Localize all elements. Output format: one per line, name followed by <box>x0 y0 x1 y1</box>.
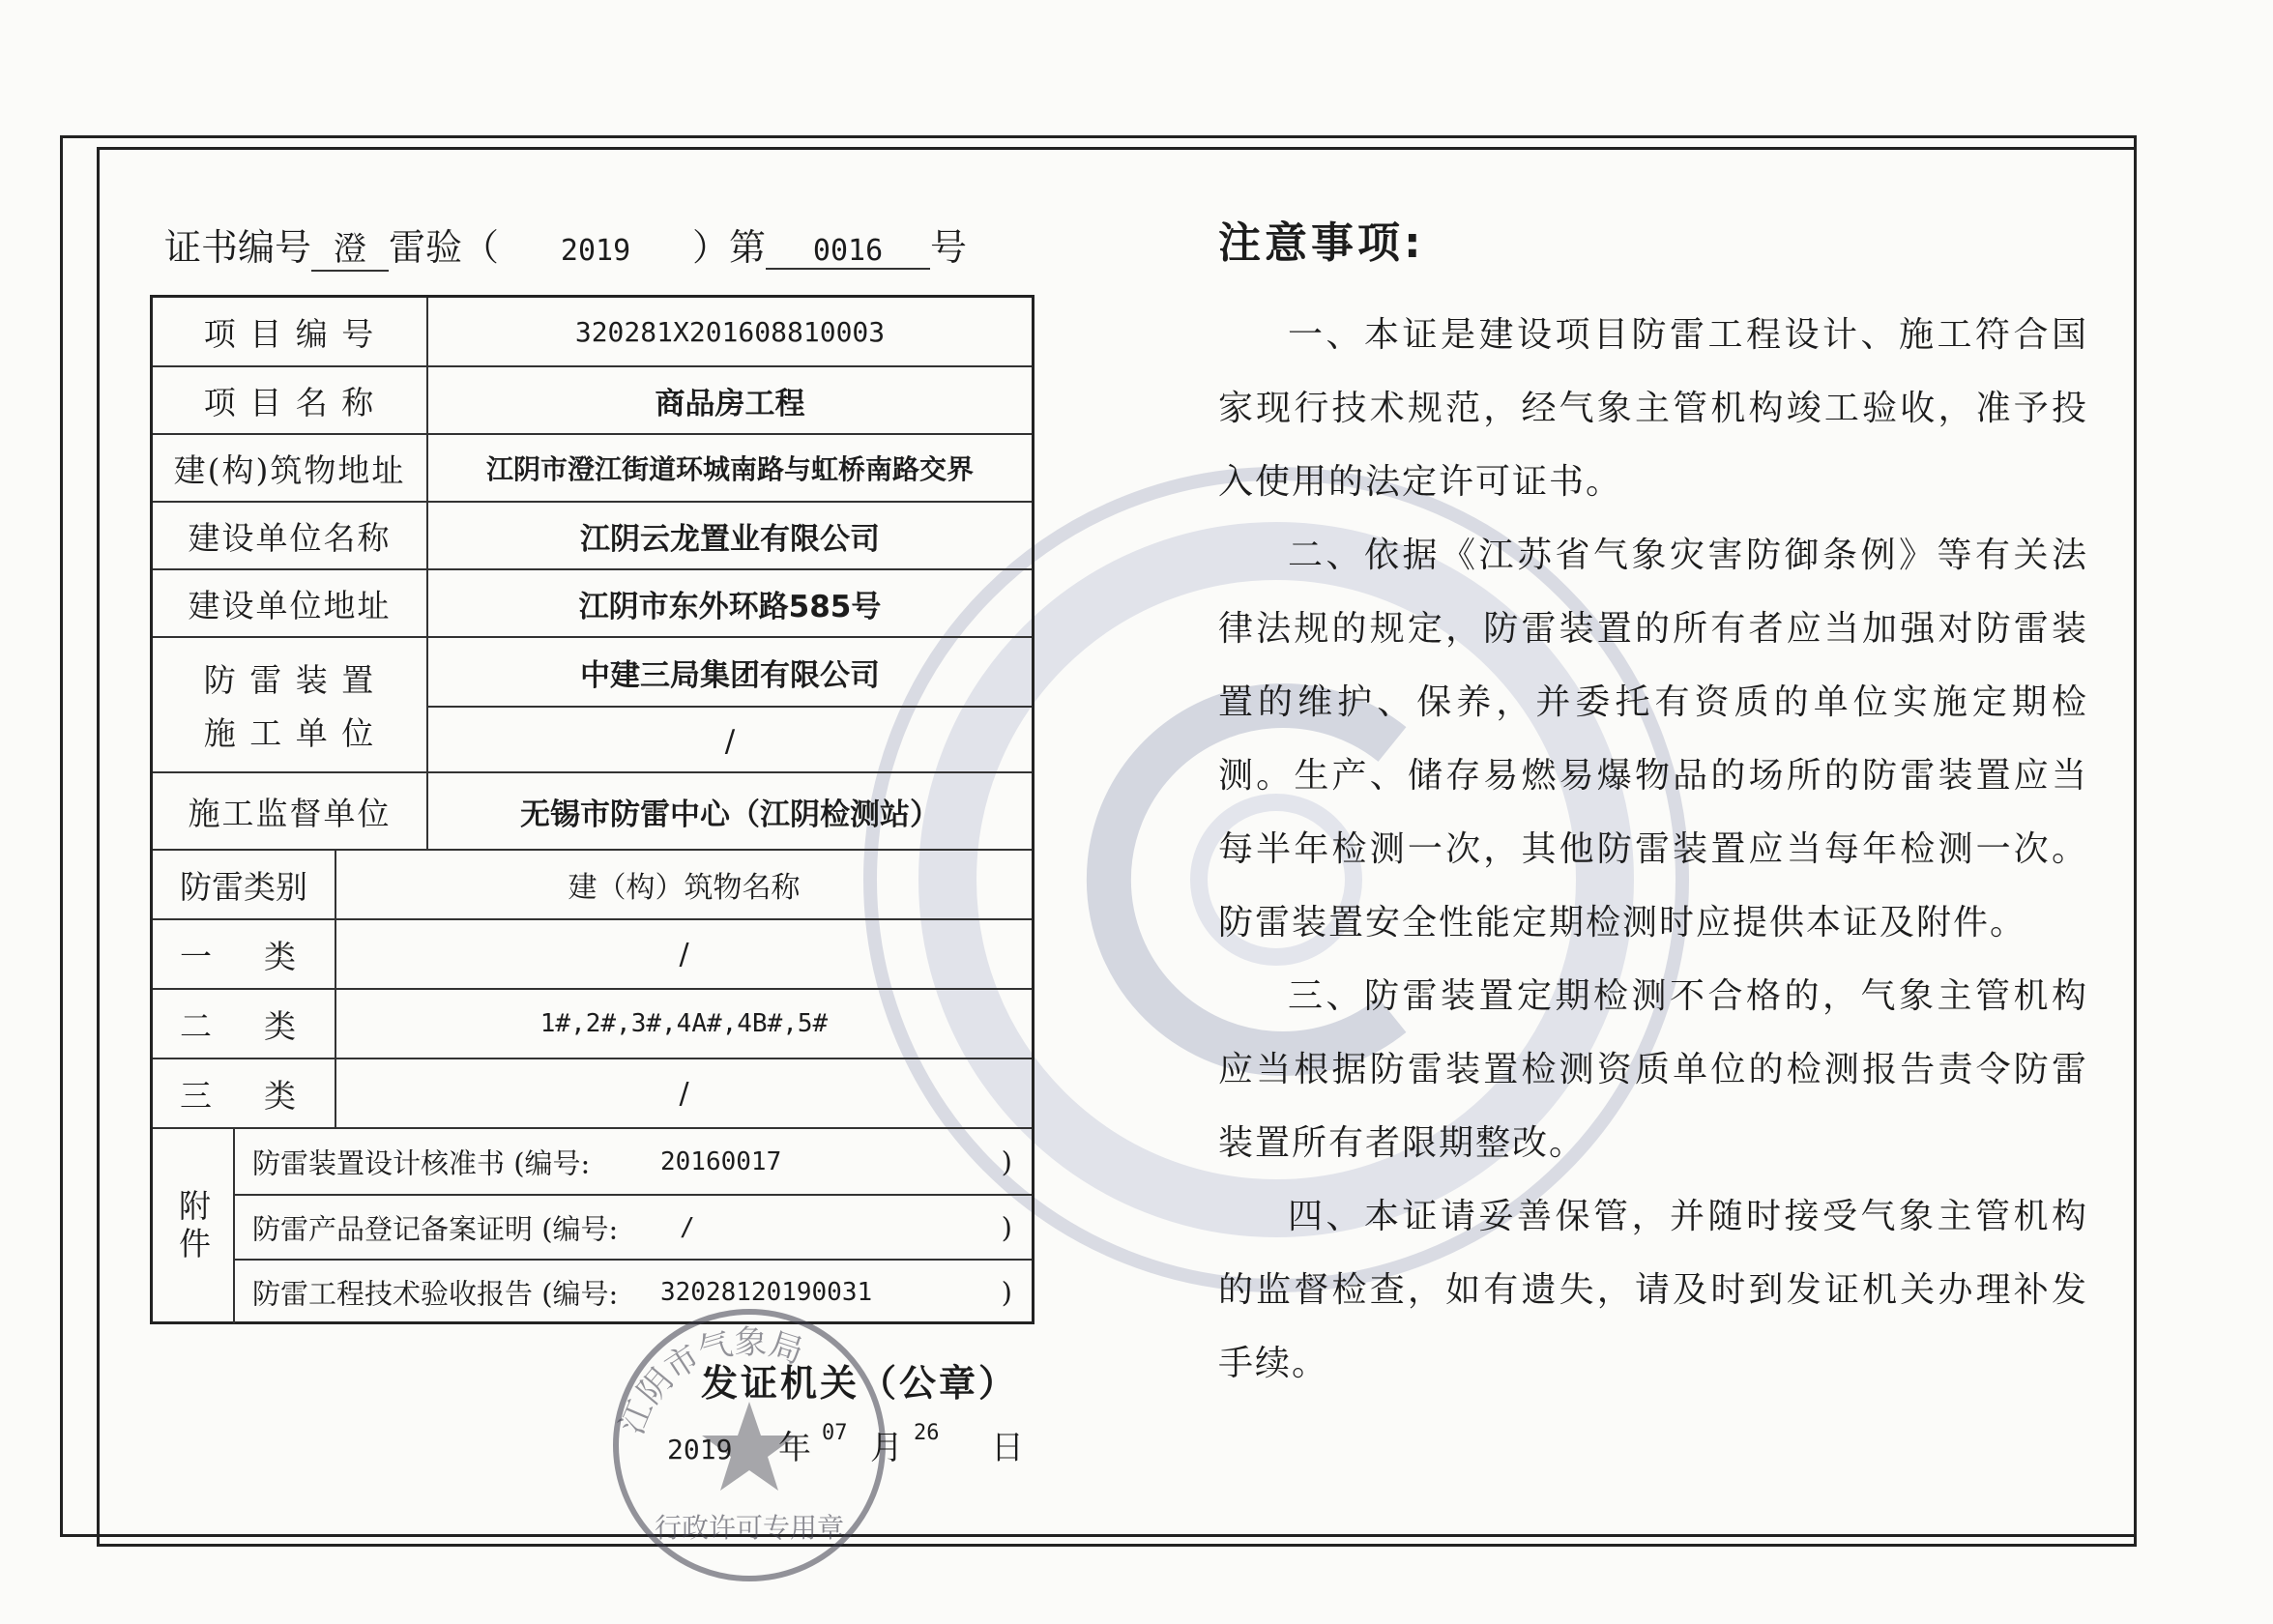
attachment-number: / <box>680 1212 695 1242</box>
row-label: 建设单位地址 <box>153 570 428 636</box>
table-row-supervisor <box>153 771 1032 849</box>
seal-text: 江阴市气象局 <box>612 1322 808 1440</box>
attachments-section <box>153 1127 1032 1321</box>
class-header-value: 建（构）筑物名称 <box>568 871 801 905</box>
attachment-number: 20160017 <box>660 1146 782 1176</box>
cert-number: 0016 <box>766 234 930 270</box>
attachment-text: 防雷装置设计核准书 (编号: <box>252 1146 591 1179</box>
row-value: 江阴市澄江街道环城南路与虹桥南路交界 <box>485 453 974 485</box>
notes-section <box>1218 208 2088 1401</box>
class-label <box>153 1059 336 1127</box>
class-label-b: 类 <box>264 1006 296 1045</box>
seal-subtext: 行政许可专用章 <box>654 1512 845 1544</box>
row-label: 项 目 名 称 <box>153 367 428 433</box>
attachment-text: 防雷产品登记备案证明 (编号: <box>252 1212 619 1245</box>
class-value: / <box>679 1076 689 1111</box>
class-row <box>153 918 1032 988</box>
attachment-text: 防雷工程技术验收报告 (编号: <box>252 1277 619 1310</box>
row-value: 江阴市东外环路585号 <box>578 589 882 624</box>
class-label-a: 一 <box>180 937 212 975</box>
issuer-label: 发证机关（公章） <box>701 1362 1019 1405</box>
issue-date <box>667 1421 1024 1468</box>
issue-month-unit: 月 <box>870 1429 903 1467</box>
supervisor-label: 施工监督单位 <box>153 773 428 849</box>
row-label: 项 目 编 号 <box>153 298 428 365</box>
cert-suffix: 号 <box>930 226 968 269</box>
row-label: 建(构)筑物地址 <box>153 435 428 501</box>
table-row <box>153 298 1032 365</box>
attachment-close: ) <box>1001 1210 1012 1244</box>
cert-mid: ）第 <box>692 226 767 269</box>
row-label: 建设单位名称 <box>153 503 428 568</box>
issue-day-unit: 日 <box>991 1429 1024 1467</box>
table-row <box>153 568 1032 636</box>
attachment-item <box>235 1194 1032 1259</box>
row-value: 320281X201608810003 <box>574 315 886 348</box>
cert-year: 2019 <box>560 234 631 268</box>
attachment-close: ) <box>1001 1275 1012 1309</box>
class-value: 1#,2#,3#,4A#,4B#,5# <box>539 1009 829 1038</box>
notes-paragraph: 二、依据《江苏省气象灾害防御条例》等有关法律法规的规定，防雷装置的所有者应当加强对防雷装置的维护、保养，并委托有资质的单位实施定期检测。生产、储存易燃易爆物品的场所的防雷装置应当每半年检测一次，其他防雷装置应当每年检测一次。防雷装置安全性能定期检测时应提供本证及附件。 <box>1218 536 2088 942</box>
installer-value-1: 中建三局集团有限公司 <box>580 657 880 693</box>
cert-city-code: 澄 <box>311 222 389 272</box>
table-row <box>153 433 1032 501</box>
cert-prefix: 证书编号 <box>164 226 312 269</box>
row-value: 商品房工程 <box>655 386 805 421</box>
certificate-number-line <box>164 218 967 272</box>
issue-day: 26 <box>914 1421 940 1445</box>
installer-label-line2: 施 工 单 位 <box>203 714 376 752</box>
class-label-b: 类 <box>264 1076 296 1115</box>
attachment-number: 32028120190031 <box>660 1277 873 1307</box>
class-label-a: 三 <box>180 1076 212 1115</box>
installer-label-line1: 防 雷 装 置 <box>203 661 376 699</box>
table-row <box>153 365 1032 433</box>
class-label <box>153 990 336 1058</box>
class-label-b: 类 <box>264 937 296 975</box>
attachment-close: ) <box>1001 1145 1012 1178</box>
issue-month: 07 <box>822 1421 848 1445</box>
notes-paragraph: 三、防雷装置定期检测不合格的，气象主管机构应当根据防雷装置检测资质单位的检测报告责令防雷装置所有者限期整改。 <box>1218 976 2088 1163</box>
class-row <box>153 1058 1032 1127</box>
class-header-label: 防雷类别 <box>153 851 336 918</box>
table-row <box>153 501 1032 568</box>
class-row <box>153 988 1032 1058</box>
attachments-label: 附件 <box>153 1129 235 1323</box>
installer-value-2: / <box>428 706 1032 775</box>
table-row-installer <box>153 636 1032 771</box>
class-header-row <box>153 849 1032 918</box>
supervisor-value: 无锡市防雷中心（江阴检测站） <box>520 797 940 832</box>
class-label-a: 二 <box>180 1006 212 1045</box>
installer-label <box>153 638 428 771</box>
notes-paragraph: 一、本证是建设项目防雷工程设计、施工符合国家现行技术规范，经气象主管机构竣工验收，准予投入使用的法定许可证书。 <box>1218 315 2088 502</box>
cert-category: 雷验（ <box>389 226 500 269</box>
issue-year: 2019 <box>667 1434 733 1465</box>
issue-year-unit: 年 <box>778 1429 811 1467</box>
notes-title: 注意事项: <box>1218 218 1425 268</box>
class-value: / <box>679 937 689 972</box>
project-info-table <box>150 295 1035 1324</box>
notes-paragraph: 四、本证请妥善保管，并随时接受气象主管机构的监督检查，如有遗失，请及时到发证机关办理补发手续。 <box>1218 1197 2088 1383</box>
class-label <box>153 920 336 988</box>
row-value: 江阴云龙置业有限公司 <box>580 521 880 557</box>
attachment-item <box>235 1129 1032 1194</box>
